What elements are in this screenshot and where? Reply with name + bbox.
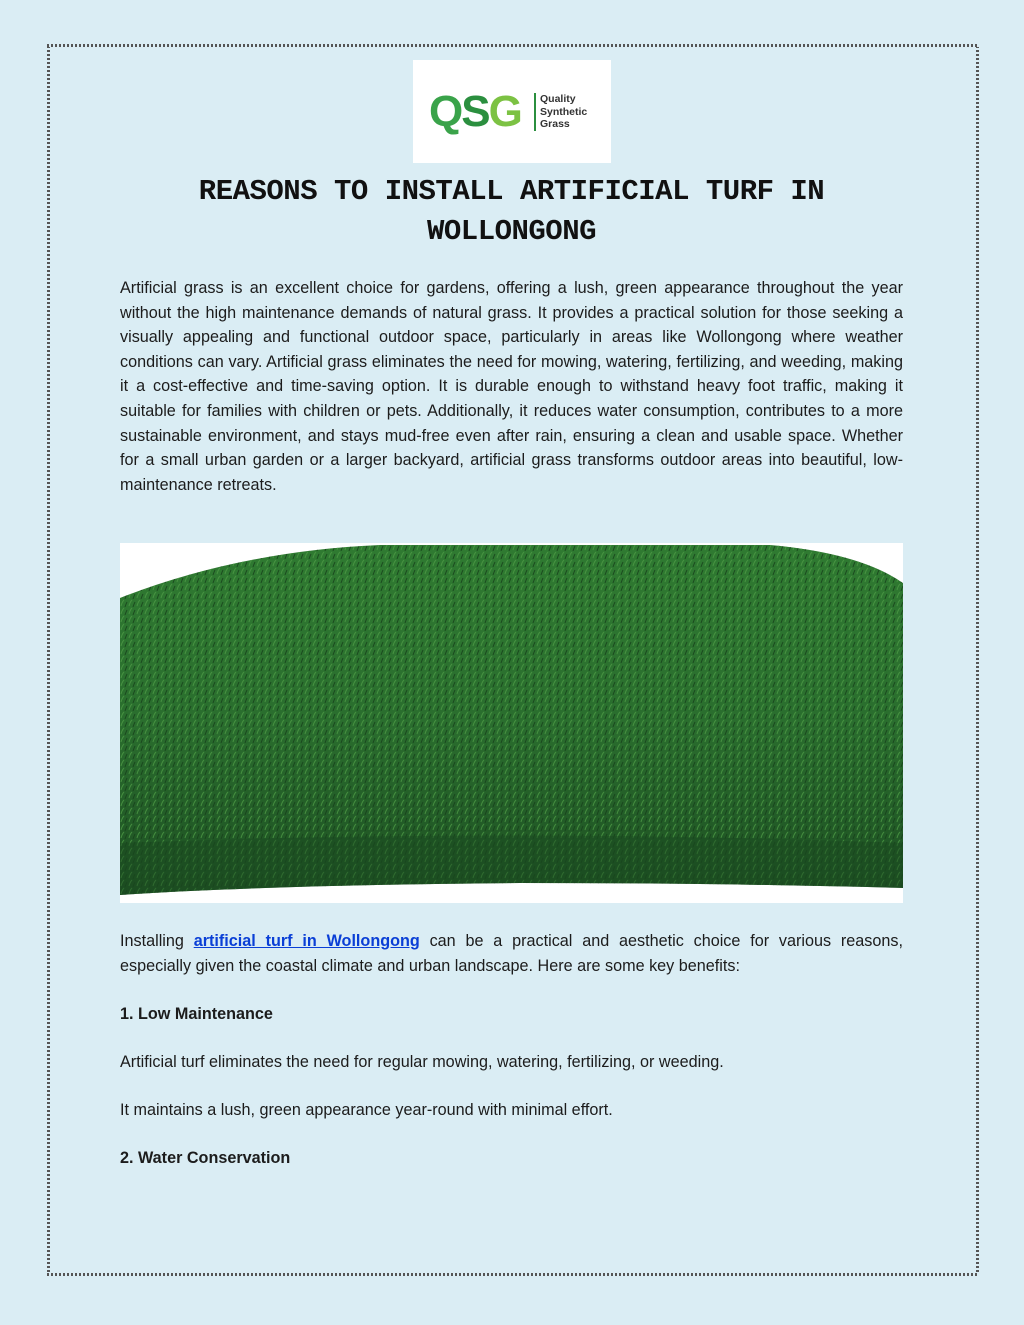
qsg-logo	[413, 60, 611, 163]
installing-paragraph: Installing artificial turf in Wollongong can be a practical and aesthetic choice for various reasons, especially given the coastal climate and urban landscape. Here are some key benefits:	[120, 932, 903, 975]
turf-photo-illustration	[120, 543, 903, 903]
logo-wordmark: Quality Synthetic Grass	[540, 93, 588, 130]
logo-mark: QSG	[429, 87, 521, 136]
artificial-turf-image	[120, 543, 903, 903]
section-heading-water-conservation: 2. Water Conservation	[120, 1149, 291, 1167]
section-paragraph: It maintains a lush, green appearance year-round with minimal effort.	[120, 1101, 613, 1119]
artificial-turf-link[interactable]: artificial turf in Wollongong	[193, 932, 420, 950]
intro-paragraph: Artificial grass is an excellent choice for gardens, offering a lush, green appearance throughout the year without the high maintenance demands of natural grass. It provides a practical solution for those seeking a visually appealing and functional outdoor space, particularly in areas like Wollongong where weather conditions can vary. Artificial grass eliminates the need for mowing, watering, fertilizing, and weeding, making it a cost-effective and time-saving option. It is durable enough to withstand heavy foot traffic, making it suitable for families with children or pets. Additionally, it reduces water consumption, contributes to a more sustainable environment, and stays mud-free even after rain, ensuring a clean and usable space. Whether for a small urban garden or a larger backyard, artificial grass transforms outdoor areas into beautiful, low-maintenance retreats.	[120, 279, 903, 494]
logo-divider	[534, 93, 536, 131]
section-paragraph: Artificial turf eliminates the need for regular mowing, watering, fertilizing, or weeding.	[120, 1053, 724, 1071]
page-title: REASONS TO INSTALL ARTIFICIAL TURF IN WOLLONGONG	[198, 175, 825, 248]
section-heading-low-maintenance: 1. Low Maintenance	[120, 1005, 273, 1023]
